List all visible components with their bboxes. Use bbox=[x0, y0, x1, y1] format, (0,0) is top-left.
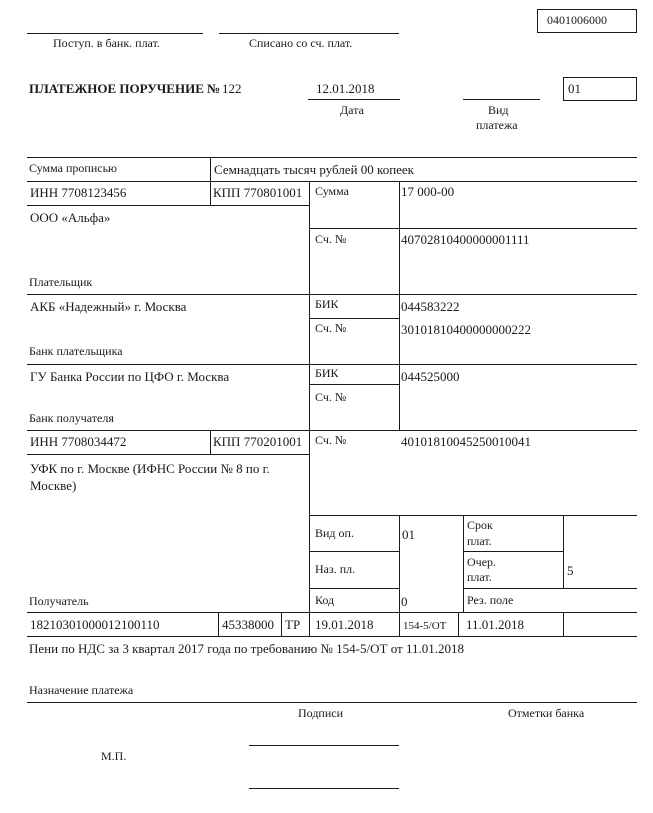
rule-payee-inn-bottom bbox=[27, 454, 309, 455]
payee-label: Получатель bbox=[29, 594, 89, 608]
code-value: 0 bbox=[401, 594, 408, 609]
rule-tax-bottom bbox=[27, 636, 637, 637]
grid-v-399-lower bbox=[399, 515, 400, 612]
payment-type-line bbox=[463, 99, 540, 100]
tax-kbk: 18210301000012100110 bbox=[30, 617, 160, 632]
tax-oktmo: 45338000 bbox=[222, 617, 274, 632]
tax-doc-number: 154-5/ОТ bbox=[403, 620, 447, 632]
priority-label-1: Очер. bbox=[467, 555, 497, 569]
payer-label: Плательщик bbox=[29, 275, 93, 289]
rule-amount-top bbox=[27, 157, 637, 158]
rule-payer-bank-mid bbox=[309, 318, 399, 319]
rule-operation-row3-right bbox=[463, 588, 637, 589]
grid-v-463 bbox=[463, 515, 464, 612]
rule-purpose-bottom bbox=[27, 702, 637, 703]
payer-bank-bik-label: БИК bbox=[315, 297, 339, 311]
payer-account: 40702810400000001111 bbox=[401, 232, 530, 247]
status-code: 01 bbox=[568, 81, 581, 96]
amount-words: Семнадцать тысяч рублей 00 копеек bbox=[214, 162, 415, 177]
received-label: Поступ. в банк. плат. bbox=[53, 36, 160, 50]
rule-payee-bank-mid bbox=[309, 384, 399, 385]
tax-div-5 bbox=[458, 612, 459, 636]
grid-v-399-upper bbox=[399, 181, 400, 430]
payer-bank-account-label: Сч. № bbox=[315, 321, 347, 335]
rule-payer-inn-bottom bbox=[27, 205, 309, 206]
amount-label: Сумма bbox=[315, 184, 349, 198]
order-date: 12.01.2018 bbox=[316, 81, 375, 96]
date-label: Дата bbox=[340, 103, 364, 117]
tax-div-4 bbox=[399, 612, 400, 636]
payee-name: УФК по г. Москве (ИФНС России № 8 по г. Москве) bbox=[30, 461, 270, 493]
payer-bank-account: 30101810400000000222 bbox=[401, 322, 531, 337]
debited-label: Списано со сч. плат. bbox=[249, 36, 353, 50]
amount-words-label: Сумма прописью bbox=[29, 161, 118, 175]
payee-account: 40101810045250010041 bbox=[401, 434, 531, 449]
operation-type-value: 01 bbox=[402, 527, 415, 542]
purpose-label: Назначение платежа bbox=[29, 683, 134, 697]
payer-inn-kpp-divider bbox=[210, 181, 211, 205]
payer-bank-bik: 044583222 bbox=[401, 299, 460, 314]
stamp-label: М.П. bbox=[101, 749, 127, 763]
payee-inn: ИНН 7708034472 bbox=[30, 434, 127, 449]
term-label-2: плат. bbox=[467, 534, 492, 548]
payee-inn-kpp-divider bbox=[210, 430, 211, 454]
rule-operation-row2 bbox=[309, 551, 399, 552]
tax-period: 19.01.2018 bbox=[315, 617, 374, 632]
payee-bank-account-label: Сч. № bbox=[315, 390, 347, 404]
rule-payee-bank-top bbox=[27, 364, 637, 365]
priority-label-2: плат. bbox=[467, 570, 492, 584]
tax-div-6 bbox=[563, 612, 564, 636]
rule-tax-top bbox=[27, 612, 637, 613]
payee-account-label: Сч. № bbox=[315, 433, 347, 447]
rule-operation-row2-right bbox=[463, 551, 563, 552]
order-number: 122 bbox=[222, 81, 242, 96]
rule-operation-row3 bbox=[309, 588, 399, 589]
payee-bank-name: ГУ Банка России по ЦФО г. Москва bbox=[30, 369, 230, 384]
payer-name: ООО «Альфа» bbox=[30, 210, 111, 225]
term-label-1: Срок bbox=[467, 518, 493, 532]
tax-doc-date: 11.01.2018 bbox=[466, 617, 525, 632]
purpose-text: Пени по НДС за 3 квартал 2017 года по требованию № 154-5/ОТ от 11.01.2018 bbox=[29, 641, 464, 656]
received-line bbox=[27, 33, 203, 34]
payee-bank-bik-label: БИК bbox=[315, 366, 339, 380]
rule-payer-top bbox=[27, 181, 637, 182]
payment-type-label-2: платежа bbox=[476, 118, 518, 132]
form-code: 0401006000 bbox=[547, 13, 607, 27]
grid-v-309 bbox=[309, 181, 310, 612]
payer-kpp: КПП 770801001 bbox=[213, 185, 303, 200]
operation-type-label: Вид оп. bbox=[315, 526, 354, 540]
payee-kpp: КПП 770201001 bbox=[213, 434, 303, 449]
rule-payee-top bbox=[27, 430, 637, 431]
rule-operation-top bbox=[309, 515, 637, 516]
order-title: ПЛАТЕЖНОЕ ПОРУЧЕНИЕ № bbox=[29, 81, 221, 96]
payer-bank-name: АКБ «Надежный» г. Москва bbox=[30, 299, 187, 314]
payee-bank-bik: 044525000 bbox=[401, 369, 460, 384]
reserve-label: Рез. поле bbox=[467, 593, 514, 607]
tax-div-3 bbox=[309, 612, 310, 636]
payment-type-label-1: Вид bbox=[488, 103, 509, 117]
tax-div-2 bbox=[281, 612, 282, 636]
payer-inn: ИНН 7708123456 bbox=[30, 185, 127, 200]
amount-words-divider bbox=[210, 157, 211, 181]
code-label: Код bbox=[315, 593, 335, 607]
rule-amount-bottom bbox=[309, 228, 637, 229]
signature-line-1 bbox=[249, 745, 399, 746]
bank-marks-label: Отметки банка bbox=[508, 706, 585, 720]
payer-account-label: Сч. № bbox=[315, 232, 347, 246]
tax-div-1 bbox=[218, 612, 219, 636]
date-line bbox=[308, 99, 400, 100]
signatures-label: Подписи bbox=[298, 706, 344, 720]
priority-value: 5 bbox=[567, 563, 574, 578]
signature-line-2 bbox=[249, 788, 399, 789]
amount-value: 17 000-00 bbox=[401, 184, 455, 199]
rule-payer-bank-top bbox=[27, 294, 637, 295]
debited-line bbox=[219, 33, 399, 34]
payee-bank-label: Банк получателя bbox=[29, 411, 114, 425]
purpose-code-label: Наз. пл. bbox=[315, 562, 356, 576]
tax-basis: ТР bbox=[285, 617, 301, 632]
payer-bank-label: Банк плательщика bbox=[29, 344, 123, 358]
grid-v-563 bbox=[563, 515, 564, 588]
